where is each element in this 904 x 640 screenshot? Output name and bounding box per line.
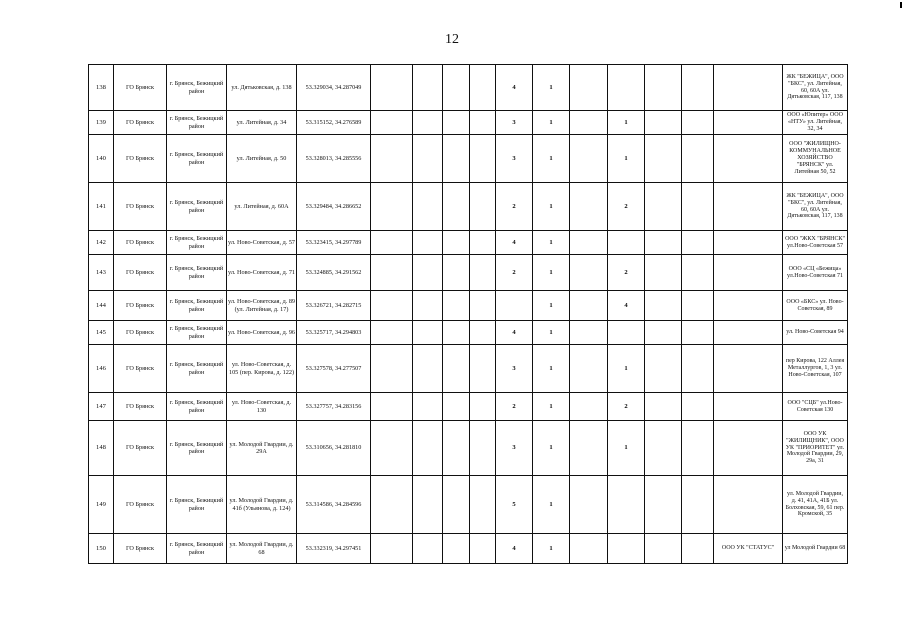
street-cell: ул. Ново-Советская, д. 89 (ул. Литейная, д. 17) (227, 291, 297, 321)
coordinates-cell: 53.329484, 34.286652 (297, 183, 371, 231)
empty-cell (443, 476, 470, 534)
organization-cell (714, 255, 783, 291)
empty-cell (413, 231, 443, 255)
coordinates-cell: 53.329034, 34.287049 (297, 65, 371, 111)
okrug-cell: ГО Брянск (114, 135, 167, 183)
empty-cell (470, 291, 496, 321)
served-addresses-cell: ЖК "БЕЖИЦА", ООО "БКС", ул. Литейная, 60, 60А ул. Дятьковская, 117, 138 (783, 65, 848, 111)
count-cell: 2 (608, 255, 645, 291)
empty-cell (570, 476, 608, 534)
okrug-cell: ГО Брянск (114, 321, 167, 345)
empty-cell (682, 183, 714, 231)
empty-cell (470, 534, 496, 564)
empty-cell (470, 345, 496, 393)
row-number: 138 (89, 65, 114, 111)
street-cell: ул. Литейная, д. 50 (227, 135, 297, 183)
locality-cell: г. Брянск, Бежицкий район (167, 393, 227, 421)
empty-cell (443, 345, 470, 393)
empty-cell (470, 321, 496, 345)
organization-cell (714, 345, 783, 393)
empty-cell (413, 534, 443, 564)
street-cell: ул. Дятьковская, д. 138 (227, 65, 297, 111)
organization-cell (714, 321, 783, 345)
table-row (89, 183, 848, 231)
empty-cell (470, 135, 496, 183)
count-cell: 3 (496, 135, 533, 183)
table-row (89, 231, 848, 255)
count-cell: 1 (608, 135, 645, 183)
empty-cell (645, 255, 682, 291)
empty-cell (443, 255, 470, 291)
empty-cell (371, 291, 413, 321)
table-row (89, 321, 848, 345)
served-addresses-cell: ул. Молодой Гвардии, д. 41, 41А, 41Б ул. Болховская, 59, 61 пер. Кромской, 35 (783, 476, 848, 534)
empty-cell (570, 321, 608, 345)
empty-cell (645, 135, 682, 183)
table-row (89, 421, 848, 476)
count-cell: 1 (608, 421, 645, 476)
count-cell: 2 (608, 393, 645, 421)
count-cell (496, 291, 533, 321)
count-cell: 1 (533, 183, 570, 231)
count-cell: 1 (533, 345, 570, 393)
count-cell: 4 (496, 534, 533, 564)
locality-cell: г. Брянск, Бежицкий район (167, 534, 227, 564)
empty-cell (682, 393, 714, 421)
empty-cell (682, 65, 714, 111)
empty-cell (682, 345, 714, 393)
locality-cell: г. Брянск, Бежицкий район (167, 421, 227, 476)
okrug-cell: ГО Брянск (114, 291, 167, 321)
edge-mark (900, 2, 902, 8)
empty-cell (443, 393, 470, 421)
organization-cell (714, 231, 783, 255)
count-cell: 3 (496, 111, 533, 135)
count-cell: 4 (608, 291, 645, 321)
served-addresses-cell: ООО УК "ЖИЛИЩНИК", ООО УК "ПРИОРИТЕТ" ул. Молодой Гвардии, 29, 29а, 31 (783, 421, 848, 476)
empty-cell (645, 183, 682, 231)
served-addresses-cell: ул. Ново-Советская 94 (783, 321, 848, 345)
served-addresses-cell: ООО «Юпитер» ООО «НТУ» ул. Литейная, 32, 34 (783, 111, 848, 135)
empty-cell (413, 393, 443, 421)
page-number: 12 (445, 32, 459, 47)
empty-cell (645, 321, 682, 345)
served-addresses-cell: ЖК "БЕЖИЦА", ООО "БКС", ул. Литейная, 60, 60А ул. Дятьковская, 117, 138 (783, 183, 848, 231)
coordinates-cell: 53.327578, 34.277507 (297, 345, 371, 393)
empty-cell (413, 135, 443, 183)
street-cell: ул. Ново-Советская, д. 96 (227, 321, 297, 345)
empty-cell (645, 421, 682, 476)
coordinates-cell: 53.314586, 34.284596 (297, 476, 371, 534)
count-cell: 1 (608, 111, 645, 135)
coordinates-cell: 53.325717, 34.294803 (297, 321, 371, 345)
locality-cell: г. Брянск, Бежицкий район (167, 255, 227, 291)
locality-cell: г. Брянск, Бежицкий район (167, 183, 227, 231)
okrug-cell: ГО Брянск (114, 65, 167, 111)
empty-cell (371, 255, 413, 291)
empty-cell (443, 135, 470, 183)
table-row (89, 345, 848, 393)
empty-cell (413, 111, 443, 135)
okrug-cell: ГО Брянск (114, 231, 167, 255)
empty-cell (443, 534, 470, 564)
count-cell: 4 (496, 231, 533, 255)
empty-cell (470, 65, 496, 111)
empty-cell (470, 111, 496, 135)
register-table-body (89, 65, 848, 564)
organization-cell (714, 291, 783, 321)
empty-cell (443, 231, 470, 255)
empty-cell (682, 534, 714, 564)
empty-cell (371, 393, 413, 421)
count-cell: 1 (608, 345, 645, 393)
count-cell: 3 (496, 345, 533, 393)
served-addresses-cell: ООО «БКС» ул. Ново-Советская, 89 (783, 291, 848, 321)
street-cell: ул. Молодой Гвардии, д. 68 (227, 534, 297, 564)
empty-cell (443, 111, 470, 135)
okrug-cell: ГО Брянск (114, 476, 167, 534)
count-cell: 1 (533, 393, 570, 421)
row-number: 144 (89, 291, 114, 321)
coordinates-cell: 53.323415, 34.297789 (297, 231, 371, 255)
empty-cell (470, 421, 496, 476)
count-cell (608, 534, 645, 564)
locality-cell: г. Брянск, Бежицкий район (167, 291, 227, 321)
coordinates-cell: 53.327757, 34.283156 (297, 393, 371, 421)
organization-cell (714, 65, 783, 111)
row-number: 145 (89, 321, 114, 345)
row-number: 150 (89, 534, 114, 564)
count-cell (608, 321, 645, 345)
count-cell: 5 (496, 476, 533, 534)
empty-cell (413, 255, 443, 291)
organization-cell (714, 183, 783, 231)
street-cell: ул. Ново-Советская, д. 71 (227, 255, 297, 291)
count-cell: 3 (496, 421, 533, 476)
count-cell: 1 (533, 476, 570, 534)
empty-cell (570, 421, 608, 476)
empty-cell (570, 231, 608, 255)
empty-cell (371, 534, 413, 564)
empty-cell (645, 231, 682, 255)
table-row (89, 65, 848, 111)
okrug-cell: ГО Брянск (114, 345, 167, 393)
empty-cell (443, 291, 470, 321)
row-number: 147 (89, 393, 114, 421)
empty-cell (682, 476, 714, 534)
count-cell: 2 (496, 255, 533, 291)
locality-cell: г. Брянск, Бежицкий район (167, 111, 227, 135)
empty-cell (470, 393, 496, 421)
table-row (89, 135, 848, 183)
empty-cell (443, 65, 470, 111)
coordinates-cell: 53.326721, 34.282715 (297, 291, 371, 321)
served-addresses-cell: ул Молодой Гвардии 68 (783, 534, 848, 564)
coordinates-cell: 53.310656, 34.281810 (297, 421, 371, 476)
empty-cell (645, 65, 682, 111)
okrug-cell: ГО Брянск (114, 393, 167, 421)
served-addresses-cell: пер Кирова, 122 Аллея Металлургов, 1, 3 ул. Ново-Советская, 107 (783, 345, 848, 393)
table-row (89, 291, 848, 321)
empty-cell (570, 65, 608, 111)
count-cell: 2 (608, 183, 645, 231)
table-row (89, 534, 848, 564)
empty-cell (682, 111, 714, 135)
count-cell: 1 (533, 255, 570, 291)
empty-cell (645, 345, 682, 393)
street-cell: ул. Литейная, д. 60А (227, 183, 297, 231)
empty-cell (570, 255, 608, 291)
empty-cell (413, 291, 443, 321)
empty-cell (371, 111, 413, 135)
count-cell: 4 (496, 321, 533, 345)
locality-cell: г. Брянск, Бежицкий район (167, 231, 227, 255)
coordinates-cell: 53.324885, 34.291562 (297, 255, 371, 291)
street-cell: ул. Литейная, д. 34 (227, 111, 297, 135)
empty-cell (371, 476, 413, 534)
count-cell: 1 (533, 231, 570, 255)
empty-cell (645, 476, 682, 534)
count-cell (608, 65, 645, 111)
row-number: 139 (89, 111, 114, 135)
served-addresses-cell: ООО "ЖКХ "БРЯНСК" ул.Ново-Советская 57 (783, 231, 848, 255)
locality-cell: г. Брянск, Бежицкий район (167, 135, 227, 183)
table-row (89, 255, 848, 291)
table-row (89, 111, 848, 135)
empty-cell (570, 291, 608, 321)
row-number: 149 (89, 476, 114, 534)
row-number: 148 (89, 421, 114, 476)
okrug-cell: ГО Брянск (114, 534, 167, 564)
empty-cell (443, 321, 470, 345)
okrug-cell: ГО Брянск (114, 255, 167, 291)
okrug-cell: ГО Брянск (114, 183, 167, 231)
empty-cell (470, 255, 496, 291)
street-cell: ул. Ново-Советская, д. 57 (227, 231, 297, 255)
count-cell: 1 (533, 65, 570, 111)
empty-cell (371, 321, 413, 345)
count-cell: 1 (533, 534, 570, 564)
empty-cell (371, 345, 413, 393)
empty-cell (470, 476, 496, 534)
empty-cell (413, 321, 443, 345)
row-number: 146 (89, 345, 114, 393)
empty-cell (645, 534, 682, 564)
served-addresses-cell: ООО «СЦ «Бежица» ул.Ново-Советская 71 (783, 255, 848, 291)
organization-cell (714, 111, 783, 135)
street-cell: ул. Ново-Советская, д. 130 (227, 393, 297, 421)
street-cell: ул. Молодой Гвардии, д. 41б (Ульянова, д. 124) (227, 476, 297, 534)
empty-cell (570, 534, 608, 564)
empty-cell (443, 421, 470, 476)
empty-cell (682, 231, 714, 255)
street-cell: ул. Молодой Гвардии, д. 29А (227, 421, 297, 476)
count-cell: 1 (533, 421, 570, 476)
coordinates-cell: 53.315152, 34.276589 (297, 111, 371, 135)
empty-cell (413, 476, 443, 534)
empty-cell (570, 111, 608, 135)
count-cell (608, 231, 645, 255)
count-cell: 4 (496, 65, 533, 111)
okrug-cell: ГО Брянск (114, 111, 167, 135)
count-cell: 1 (533, 291, 570, 321)
organization-cell: ООО УК "СТАТУС" (714, 534, 783, 564)
empty-cell (645, 393, 682, 421)
empty-cell (682, 291, 714, 321)
count-cell: 2 (496, 183, 533, 231)
coordinates-cell: 53.328013, 34.285556 (297, 135, 371, 183)
empty-cell (413, 183, 443, 231)
empty-cell (470, 183, 496, 231)
empty-cell (570, 393, 608, 421)
row-number: 140 (89, 135, 114, 183)
count-cell: 1 (533, 135, 570, 183)
empty-cell (371, 231, 413, 255)
empty-cell (645, 111, 682, 135)
register-table (88, 64, 848, 564)
street-cell: ул. Ново-Советская, д. 105 (пер. Кирова, д. 122) (227, 345, 297, 393)
empty-cell (371, 421, 413, 476)
served-addresses-cell: ООО "ЖИЛИЩНО-КОММУНАЛЬНОЕ ХОЗЯЙСТВО "БРЯНСК" ул. Литейная 50, 52 (783, 135, 848, 183)
count-cell (608, 476, 645, 534)
empty-cell (371, 135, 413, 183)
empty-cell (413, 421, 443, 476)
empty-cell (645, 291, 682, 321)
empty-cell (682, 421, 714, 476)
empty-cell (371, 65, 413, 111)
empty-cell (570, 135, 608, 183)
empty-cell (682, 135, 714, 183)
organization-cell (714, 393, 783, 421)
table-row (89, 476, 848, 534)
locality-cell: г. Брянск, Бежицкий район (167, 345, 227, 393)
count-cell: 1 (533, 321, 570, 345)
organization-cell (714, 421, 783, 476)
okrug-cell: ГО Брянск (114, 421, 167, 476)
empty-cell (682, 321, 714, 345)
empty-cell (413, 345, 443, 393)
count-cell: 2 (496, 393, 533, 421)
locality-cell: г. Брянск, Бежицкий район (167, 476, 227, 534)
empty-cell (470, 231, 496, 255)
empty-cell (413, 65, 443, 111)
empty-cell (570, 183, 608, 231)
empty-cell (682, 255, 714, 291)
empty-cell (570, 345, 608, 393)
row-number: 141 (89, 183, 114, 231)
table-row (89, 393, 848, 421)
row-number: 143 (89, 255, 114, 291)
empty-cell (371, 183, 413, 231)
coordinates-cell: 53.332319, 34.297451 (297, 534, 371, 564)
served-addresses-cell: ООО "СЦБ" ул.Ново-Советская 130 (783, 393, 848, 421)
organization-cell (714, 135, 783, 183)
locality-cell: г. Брянск, Бежицкий район (167, 321, 227, 345)
row-number: 142 (89, 231, 114, 255)
locality-cell: г. Брянск, Бежицкий район (167, 65, 227, 111)
organization-cell (714, 476, 783, 534)
empty-cell (443, 183, 470, 231)
count-cell: 1 (533, 111, 570, 135)
